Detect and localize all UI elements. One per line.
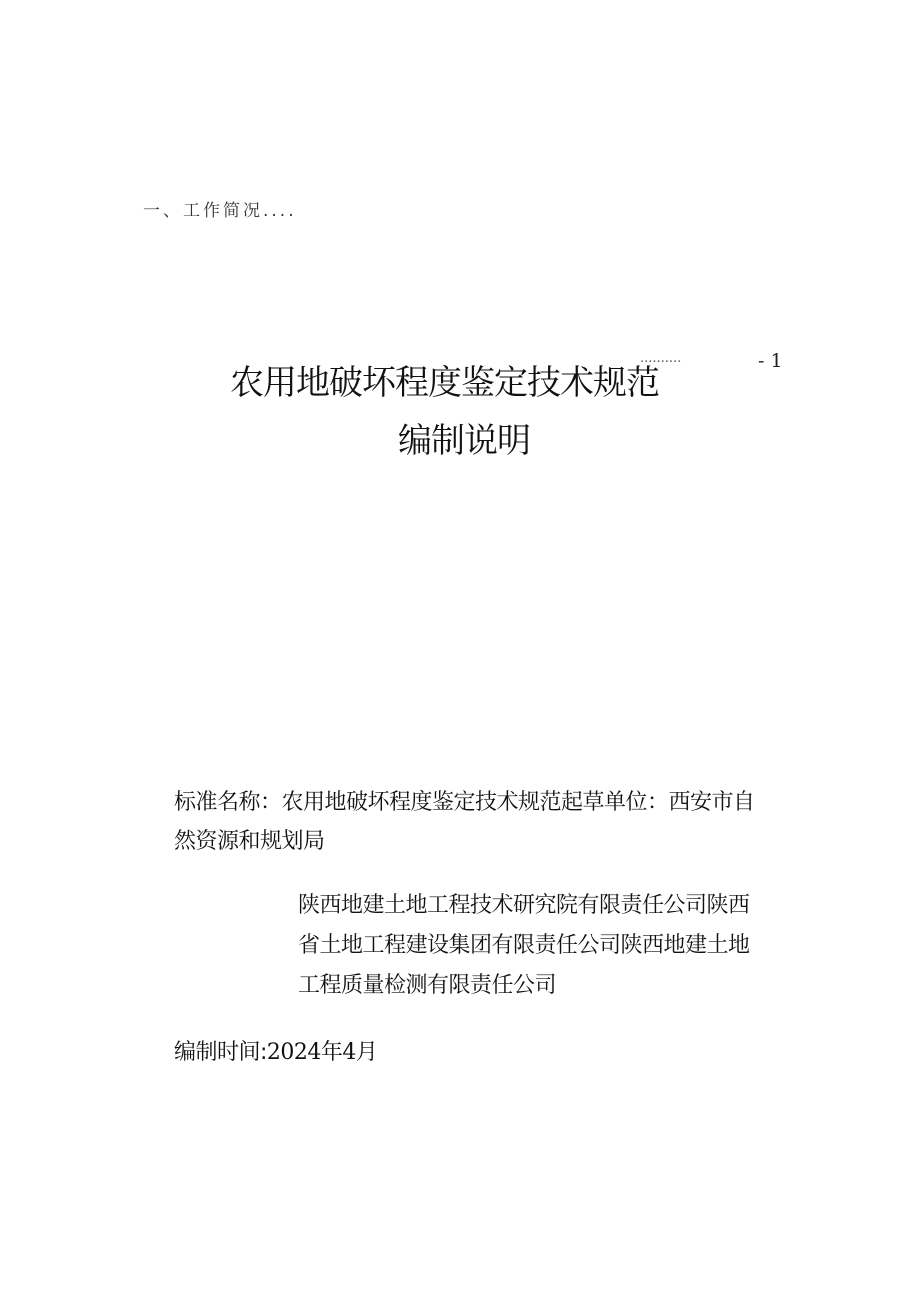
toc-page-number: - 1 bbox=[758, 350, 783, 372]
document-title: 农用地破坏程度鉴定技术规范 bbox=[230, 363, 659, 403]
date-label: 编制时间: bbox=[174, 1040, 267, 1065]
standard-name-and-drafter: 标准名称：农用地破坏程度鉴定技术规范起草单位：西安市自然资源和规划局 bbox=[174, 790, 755, 854]
toc-section-entry: 一、工作简况.... bbox=[143, 201, 297, 221]
compilation-date bbox=[174, 1035, 377, 1071]
document-subtitle: 编制说明 bbox=[398, 421, 530, 461]
drafting-organizations: 陕西地建土地工程技术研究院有限责任公司陕西省土地工程建设集团有限责任公司陕西地建土地工程质量检测有限责任公司 bbox=[298, 893, 750, 998]
toc-leader-dots: .......... bbox=[640, 351, 682, 366]
date-value: 2024年4月 bbox=[266, 1040, 378, 1065]
